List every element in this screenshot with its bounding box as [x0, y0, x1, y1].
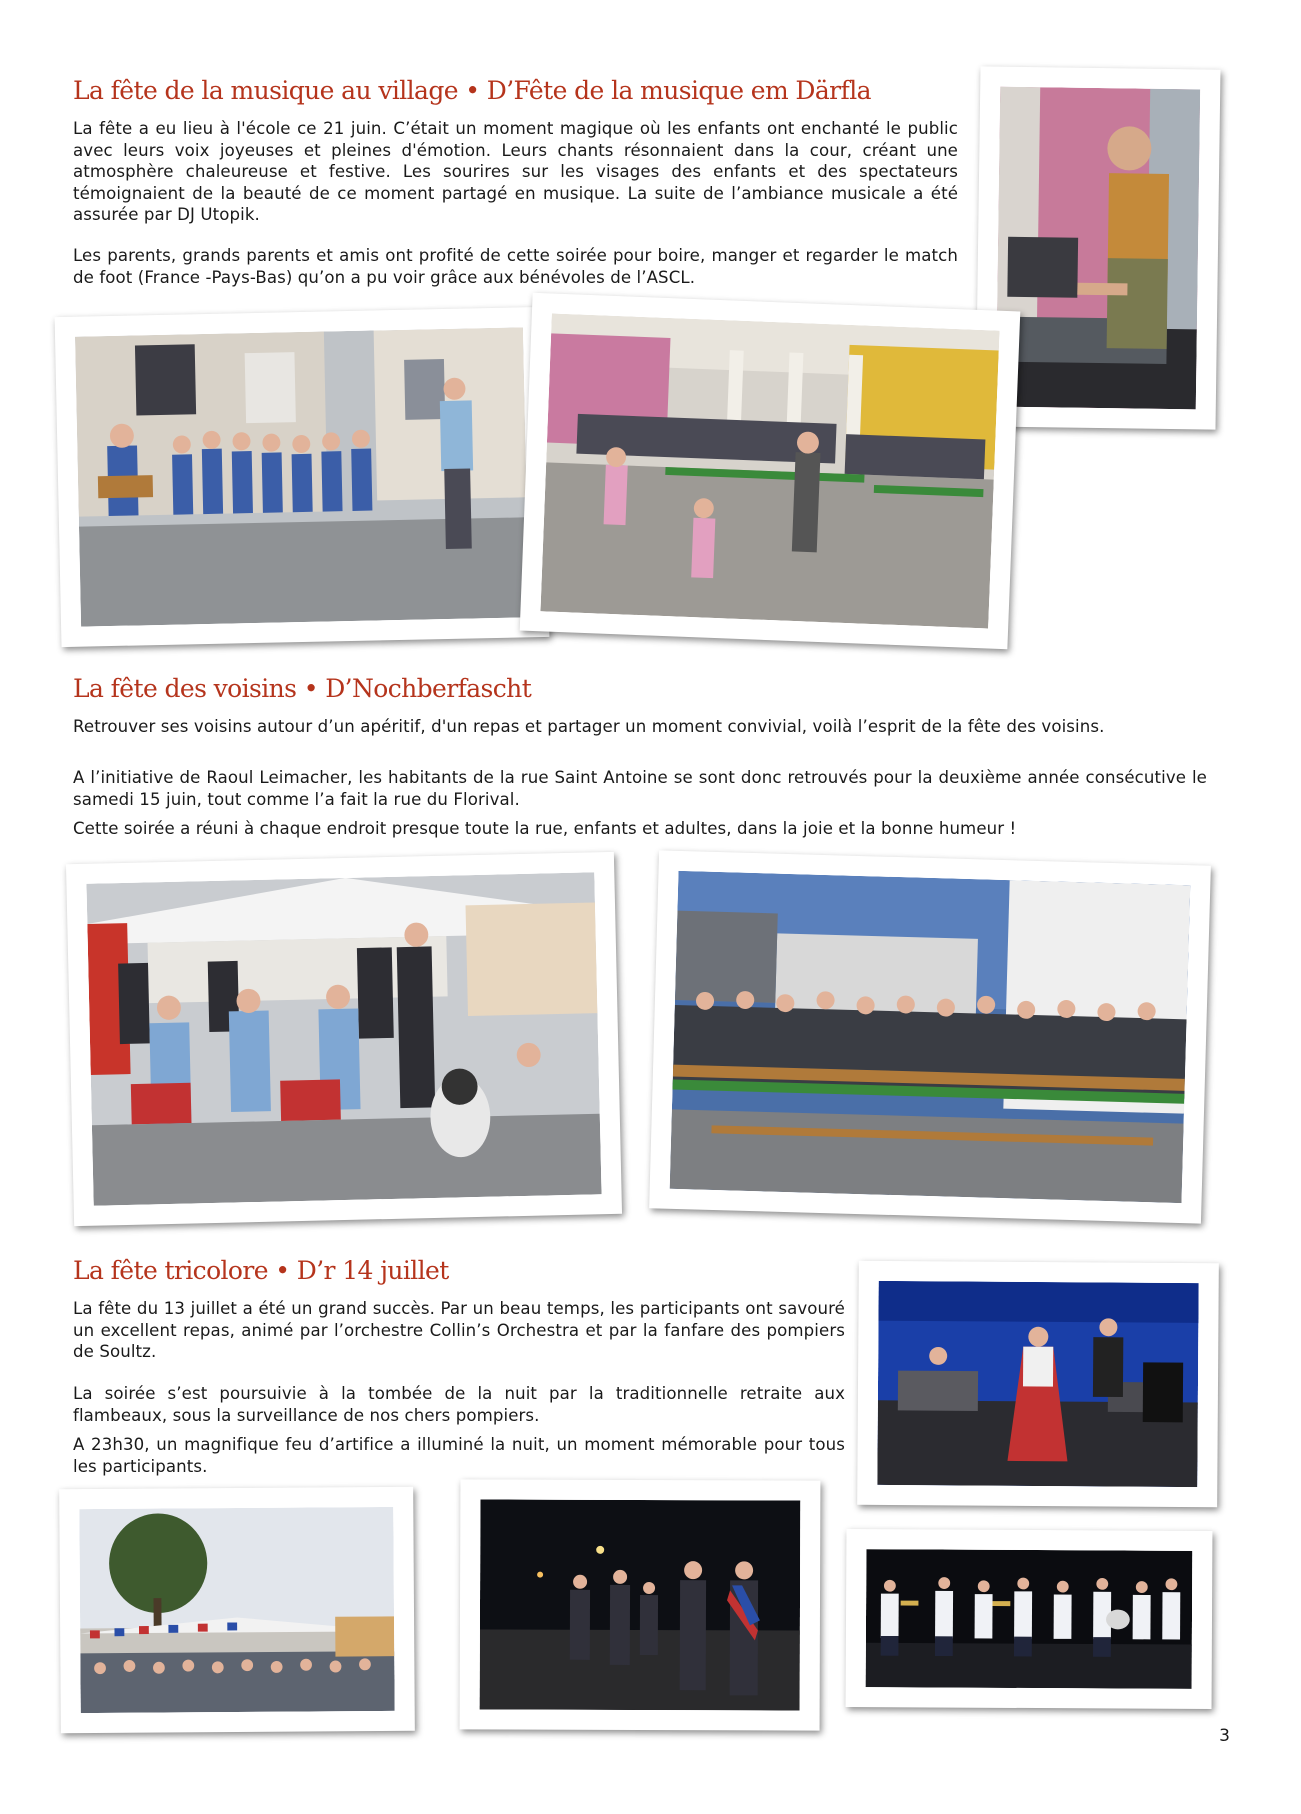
photo-cour-danse [520, 293, 1021, 649]
photo-retraite-flambeaux [460, 1479, 821, 1730]
page-number: 3 [1219, 1726, 1230, 1746]
paragraph-tricolore-3: A 23h30, un magnifique feu d’artifice a illuminé la nuit, un moment mémorable pour tous les participants. [73, 1435, 845, 1476]
section-heading-tricolore: La fête tricolore • D’r 14 juillet [73, 1256, 449, 1285]
section-heading-voisins: La fête des voisins • D’Nochberfascht [73, 674, 532, 703]
photo-voisins-rue [649, 850, 1211, 1223]
paragraph-tricolore-2: La soirée s’est poursuivie à la tombée de la nuit par la traditionnelle retraite aux flambeaux, sous la surveillance de nos chers pompiers. [73, 1384, 845, 1425]
photo-voisins-tente [66, 852, 622, 1226]
paragraph-musique-2: Les parents, grands parents et amis ont profité de cette soirée pour boire, manger et regarder le match de foot (France -Pays-Bas) qu’on a pu voir grâce aux bénévoles de l’ASCL. [73, 246, 958, 287]
paragraph-voisins-3: Cette soirée a réuni à chaque endroit presque toute la rue, enfants et adultes, dans la joie et la bonne humeur ! [73, 819, 1017, 838]
photo-orchestre [857, 1261, 1219, 1508]
photo-fanfare-pompiers [846, 1529, 1213, 1709]
photo-repas-tentes [59, 1487, 415, 1733]
paragraph-tricolore-1: La fête du 13 juillet a été un grand succès. Par un beau temps, les participants ont savouré un excellent repas, animé par l’orchestre Collin’s Orchestra et par la fanfare des pompiers de Soultz. [73, 1299, 845, 1361]
paragraph-musique-1: La fête a eu lieu à l'école ce 21 juin. C’était un moment magique où les enfants ont enchanté le public avec leurs voix joyeuses et pleines d'émotion. Leurs chants résonnaient dans la cour, créant une atmosphère chaleureuse et festive. Les sourires sur les visages des enfants et des spectateurs témoignaient de la beauté de ce moment partagé en musique. La suite de l’ambiance musicale a été assurée par DJ Utopik. [73, 119, 958, 224]
paragraph-voisins-1: Retrouver ses voisins autour d’un apéritif, d'un repas et partager un moment convivial, voilà l’esprit de la fête des voisins. [73, 717, 1105, 736]
section-heading-musique: La fête de la musique au village • D’Fête de la musique em Därfla [73, 76, 871, 105]
photo-enfants-chorale [55, 307, 550, 647]
paragraph-voisins-2: A l’initiative de Raoul Leimacher, les habitants de la rue Saint Antoine se sont donc retrouvés pour la deuxième année consécutive le samedi 15 juin, tout comme l’a fait la rue du Florival. [73, 768, 1207, 809]
